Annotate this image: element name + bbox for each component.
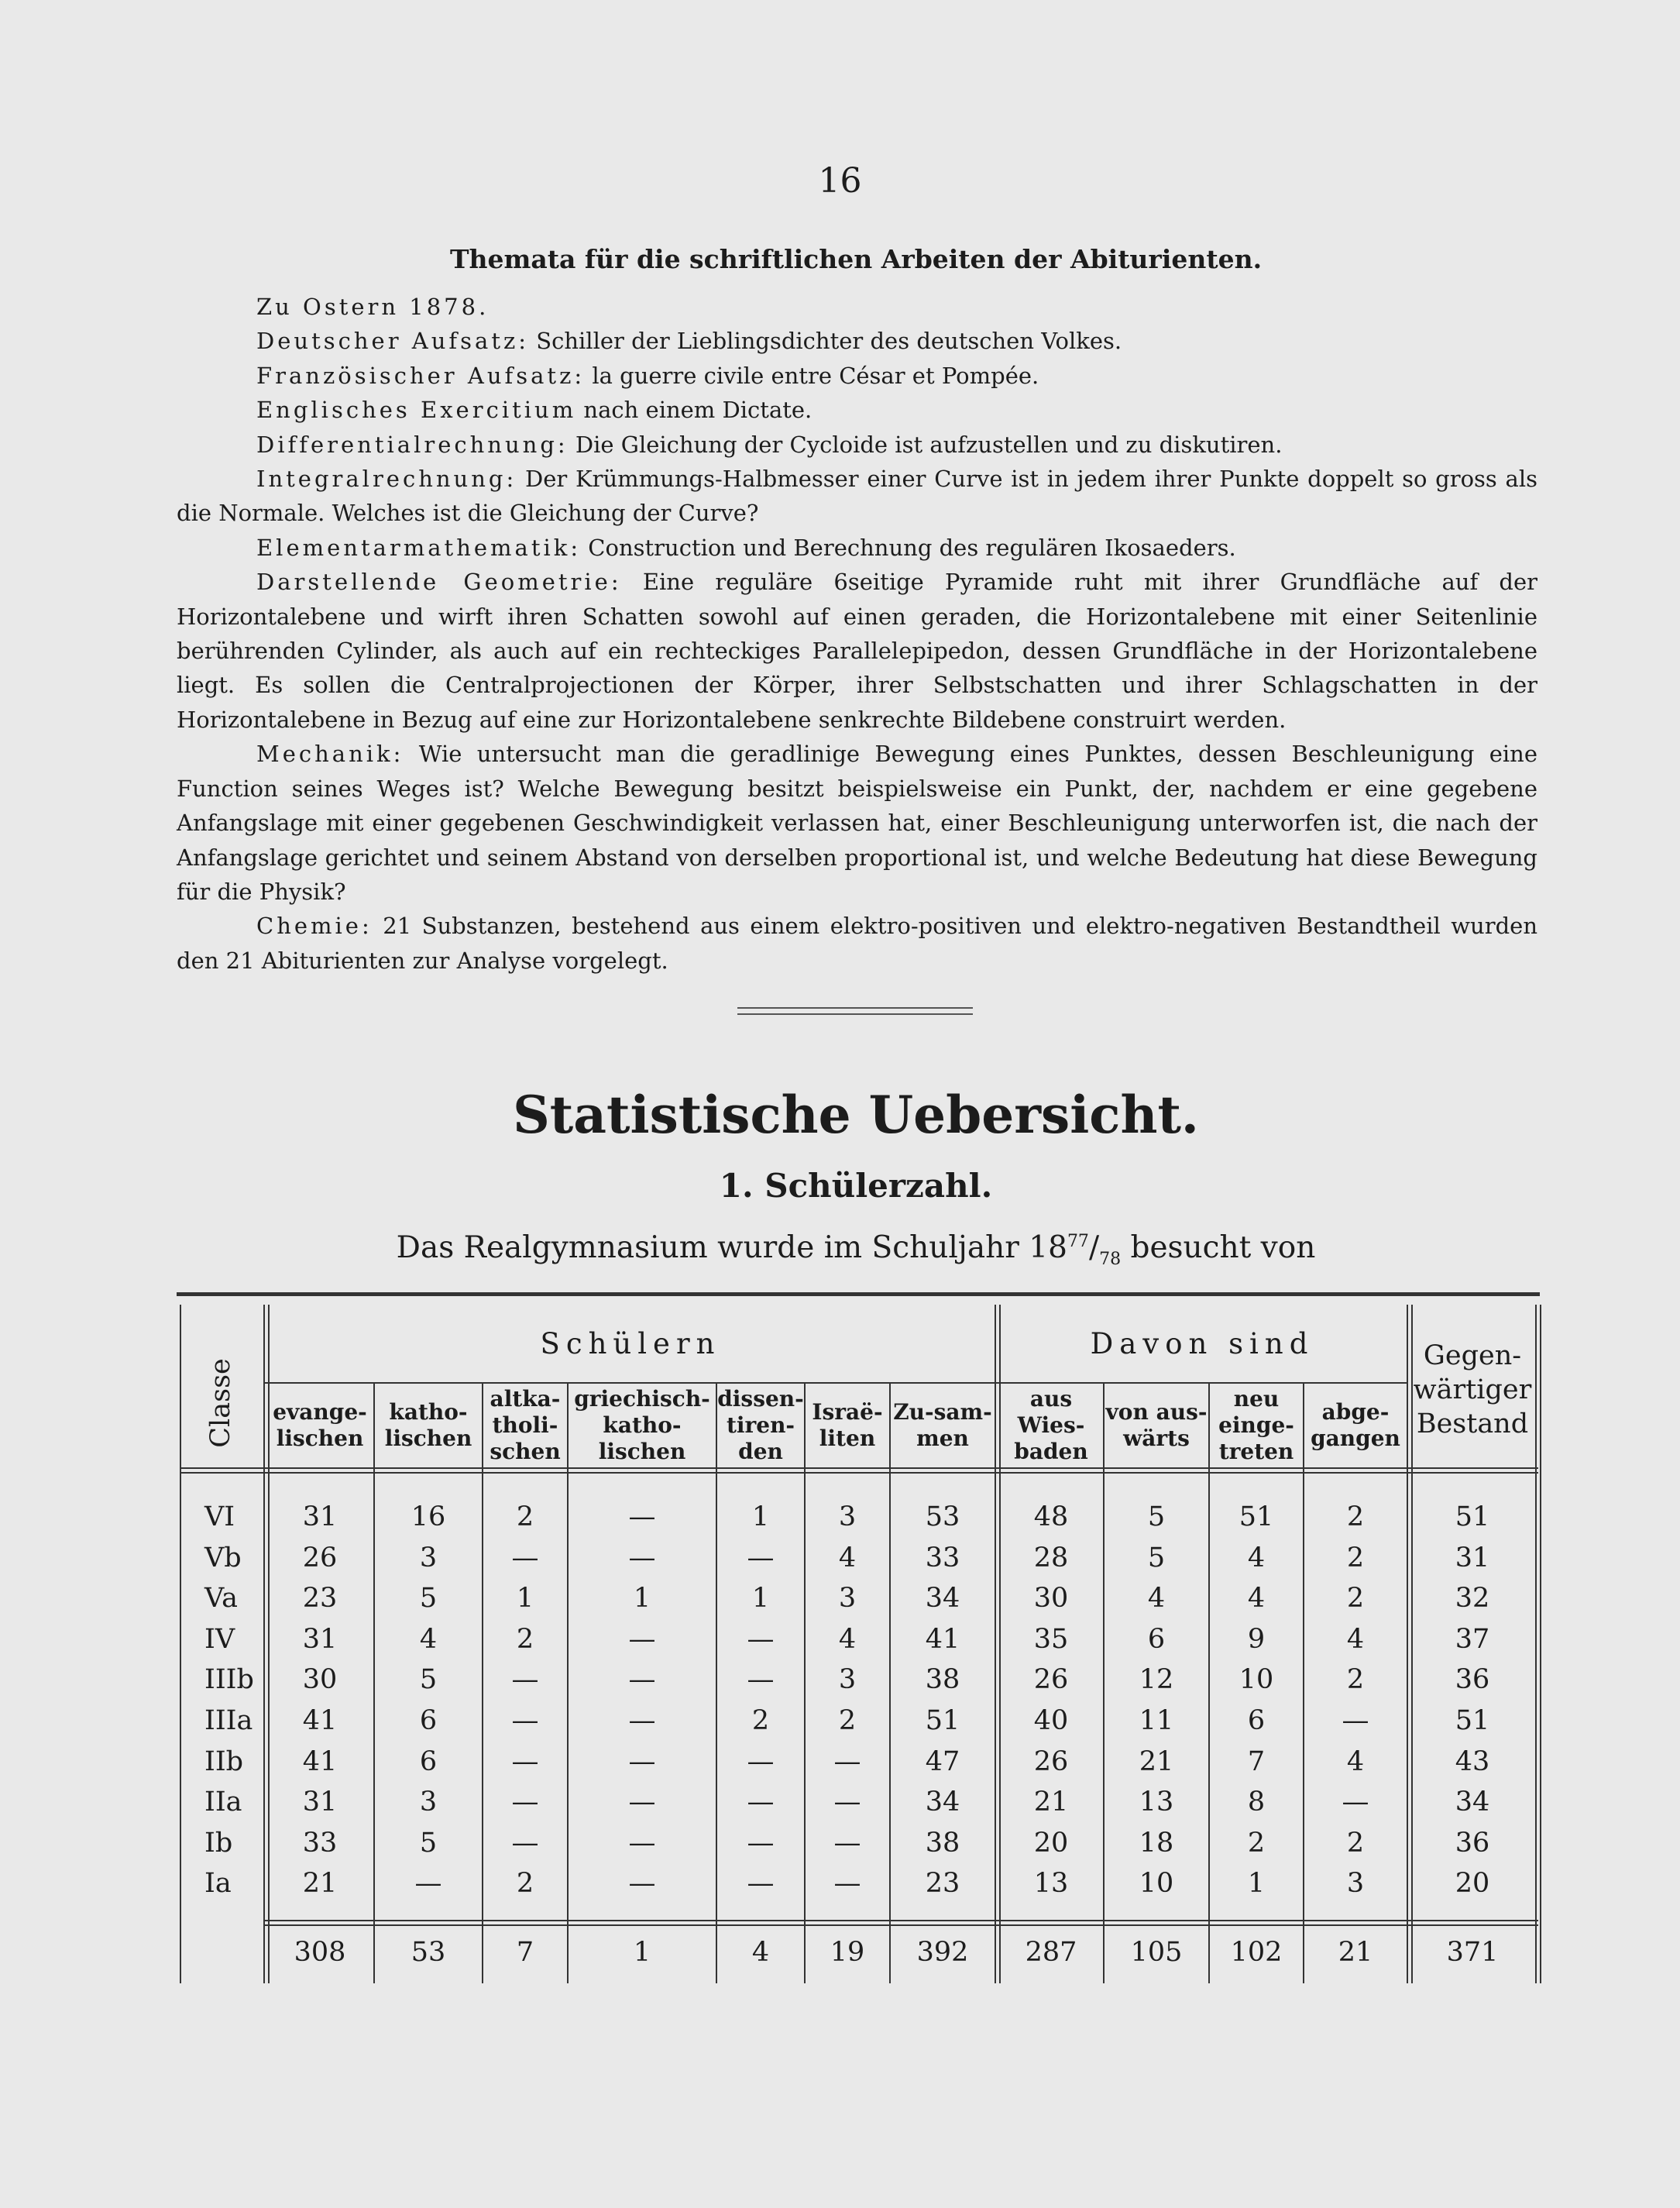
- topic-mechanics: Mechanik: Wie untersucht man die geradlinige Bewegung eines Punktes, dessen Beschleunigung eine Function seines Weges ist? Welche Bewegung besitzt beispielsweise ein Punkt, der, nachdem er eine gegebene Anfangslage mit einer gegebenen Geschwindigkeit verlassen hat, einer Beschleunigung unterworfen ist, die nach der Anfangslage gerichtet und seinem Abstand von derselben proportional ist, und welche Bedeutung hat diese Bewegung für die Physik?: [177, 741, 1537, 905]
- topic-descriptive-geometry: Darstellende Geometrie: Eine reguläre 6seitige Pyramide ruht mit ihrer Grundfläche auf der Horizontalebene und wirft ihren Schatten sowohl auf einen geraden, die Horizontalebene mit einer Seitenlinie berührenden Cylinder, als auch auf ein rechteckiges Parallelepipedon, dessen Grundfläche in der Horizontalebene liegt. Es sollen die Centralprojectionen der Körper, ihrer Selbstschatten und ihrer Schlagschatten in der Horizontalebene in Bezug auf eine zur Horizontalebene senkrechte Bildebene construirt werden.: [177, 569, 1537, 733]
- cell-israeliten: —: [833, 1787, 861, 1818]
- cell-von-auswaerts: 12: [1139, 1664, 1174, 1696]
- row-classe-label: VI: [204, 1501, 235, 1532]
- col-header-aus-wiesbaden: aus Wies-baden: [1014, 1386, 1088, 1464]
- cell-dissentirend: 2: [751, 1705, 770, 1736]
- cell-israeliten: 4: [838, 1542, 857, 1573]
- topic-chemistry: Chemie: 21 Substanzen, bestehend aus einem elektro-positiven und elektro-negativen Bestandtheil wurden den 21 Abiturienten zur Analyse vorgelegt.: [177, 913, 1537, 974]
- table-row: [180, 1497, 1538, 1537]
- davon-group-header: Davon sind: [1090, 1326, 1314, 1360]
- cell-neu-eingetreten: 7: [1247, 1745, 1266, 1777]
- cell-abgegangen: 2: [1346, 1542, 1365, 1573]
- cell-dissentirend: —: [747, 1542, 775, 1573]
- cell-bestand: 51: [1455, 1501, 1490, 1532]
- schuelern-group-header: Schülern: [540, 1326, 721, 1360]
- cell-israeliten: 2: [838, 1705, 857, 1736]
- cell-bestand: 20: [1455, 1868, 1490, 1900]
- col-header-israeliten: Israë-liten: [812, 1399, 883, 1451]
- col-header-evangelisch: evange-lischen: [273, 1399, 367, 1451]
- topic-french: Französischer Aufsatz: la guerre civile entre César et Pompée.: [256, 362, 1039, 389]
- cell-katholisch: 5: [419, 1664, 438, 1696]
- cell-neu-eingetreten: 1: [1247, 1868, 1266, 1900]
- cell-abgegangen: 2: [1346, 1827, 1365, 1859]
- col-header-altkatholisch: altka-tholi-schen: [490, 1386, 561, 1464]
- table-row: [180, 1823, 1538, 1863]
- cell-zusammen: 41: [925, 1623, 960, 1655]
- cell-zusammen: 47: [925, 1745, 960, 1777]
- cell-bestand: 31: [1455, 1542, 1490, 1573]
- cell-evangelisch: 30: [302, 1664, 338, 1696]
- total-altkatholisch: 7: [516, 1937, 534, 1968]
- cell-katholisch: 6: [419, 1745, 438, 1777]
- cell-altkatholisch: —: [511, 1745, 539, 1777]
- cell-griechisch-katholisch: —: [628, 1868, 656, 1900]
- cell-aus-wiesbaden: 35: [1033, 1623, 1069, 1655]
- cell-aus-wiesbaden: 28: [1033, 1542, 1069, 1573]
- row-classe-label: IIa: [204, 1787, 242, 1818]
- total-neu-eingetreten: 102: [1230, 1937, 1283, 1968]
- cell-aus-wiesbaden: 26: [1033, 1745, 1069, 1777]
- col-header-neu-eingetreten: neu einge-treten: [1218, 1386, 1294, 1464]
- cell-neu-eingetreten: 6: [1247, 1705, 1266, 1736]
- topic-integral: Integralrechnung: Der Krümmungs-Halbmesser einer Curve ist in jedem ihrer Punkte doppelt so gross als die Normale. Welches ist die Gleichung der Curve?: [177, 466, 1537, 527]
- table-hline: [265, 1920, 1538, 1926]
- cell-dissentirend: 1: [751, 1501, 770, 1532]
- cell-israeliten: 3: [838, 1583, 857, 1615]
- cell-griechisch-katholisch: —: [628, 1542, 656, 1573]
- col-header-dissentirend: dissen-tiren-den: [717, 1386, 804, 1464]
- cell-bestand: 36: [1455, 1827, 1490, 1859]
- topic-differential: Differentialrechnung: Die Gleichung der Cycloide ist aufzustellen und zu diskutiren.: [256, 431, 1283, 458]
- col-header-von-auswaerts: von aus-wärts: [1105, 1399, 1208, 1451]
- cell-von-auswaerts: 5: [1147, 1501, 1166, 1532]
- row-classe-label: Ib: [204, 1827, 233, 1859]
- row-classe-label: Ia: [204, 1868, 232, 1900]
- cell-evangelisch: 26: [302, 1542, 338, 1573]
- totals-row: [180, 1932, 1538, 1972]
- cell-bestand: 34: [1455, 1787, 1490, 1818]
- cell-abgegangen: —: [1342, 1705, 1369, 1736]
- total-evangelisch: 308: [294, 1937, 346, 1968]
- cell-katholisch: 3: [419, 1542, 438, 1573]
- cell-von-auswaerts: 11: [1139, 1705, 1174, 1736]
- cell-israeliten: 3: [838, 1664, 857, 1696]
- total-dissentirend: 4: [751, 1937, 770, 1968]
- cell-von-auswaerts: 13: [1139, 1787, 1174, 1818]
- cell-von-auswaerts: 10: [1139, 1868, 1174, 1900]
- total-katholisch: 53: [411, 1937, 446, 1968]
- cell-griechisch-katholisch: —: [628, 1745, 656, 1777]
- cell-bestand: 36: [1455, 1664, 1490, 1696]
- cell-bestand: 43: [1455, 1745, 1490, 1777]
- cell-neu-eingetreten: 10: [1239, 1664, 1274, 1696]
- table-row: [180, 1863, 1538, 1904]
- total-bestand: 371: [1446, 1937, 1499, 1968]
- cell-evangelisch: 41: [302, 1705, 338, 1736]
- cell-dissentirend: —: [747, 1664, 775, 1696]
- statistics-heading: Statistische Uebersicht.: [513, 1085, 1199, 1145]
- topics-heading: Themata für die schriftlichen Arbeiten der Abiturienten.: [449, 244, 1263, 274]
- cell-von-auswaerts: 18: [1139, 1827, 1174, 1859]
- cell-evangelisch: 21: [302, 1868, 338, 1900]
- cell-evangelisch: 41: [302, 1745, 338, 1777]
- row-classe-label: IIIa: [204, 1705, 253, 1736]
- table-row: [180, 1538, 1538, 1578]
- total-aus-wiesbaden: 287: [1025, 1937, 1077, 1968]
- cell-evangelisch: 31: [302, 1501, 338, 1532]
- cell-griechisch-katholisch: —: [628, 1827, 656, 1859]
- cell-neu-eingetreten: 8: [1247, 1787, 1266, 1818]
- cell-altkatholisch: —: [511, 1705, 539, 1736]
- cell-griechisch-katholisch: 1: [633, 1583, 651, 1615]
- cell-neu-eingetreten: 2: [1247, 1827, 1266, 1859]
- cell-aus-wiesbaden: 40: [1033, 1705, 1069, 1736]
- col-header-abgegangen: abge-gangen: [1311, 1399, 1400, 1451]
- cell-aus-wiesbaden: 30: [1033, 1583, 1069, 1615]
- cell-zusammen: 53: [925, 1501, 960, 1532]
- table-row: [180, 1578, 1538, 1618]
- total-von-auswaerts: 105: [1130, 1937, 1183, 1968]
- cell-abgegangen: 2: [1346, 1664, 1365, 1696]
- table-row: [180, 1782, 1538, 1822]
- cell-neu-eingetreten: 4: [1247, 1542, 1266, 1573]
- cell-katholisch: 5: [419, 1827, 438, 1859]
- cell-neu-eingetreten: 4: [1247, 1583, 1266, 1615]
- cell-evangelisch: 31: [302, 1787, 338, 1818]
- cell-von-auswaerts: 4: [1147, 1583, 1166, 1615]
- cell-abgegangen: 4: [1346, 1745, 1365, 1777]
- cell-griechisch-katholisch: —: [628, 1787, 656, 1818]
- cell-altkatholisch: —: [511, 1787, 539, 1818]
- cell-dissentirend: 1: [751, 1583, 770, 1615]
- cell-griechisch-katholisch: —: [628, 1623, 656, 1655]
- cell-griechisch-katholisch: —: [628, 1664, 656, 1696]
- cell-griechisch-katholisch: —: [628, 1501, 656, 1532]
- cell-katholisch: —: [414, 1868, 442, 1900]
- cell-katholisch: 3: [419, 1787, 438, 1818]
- cell-altkatholisch: 2: [516, 1501, 534, 1532]
- cell-bestand: 51: [1455, 1705, 1490, 1736]
- cell-zusammen: 38: [925, 1827, 960, 1859]
- col-header-katholisch: katho-lischen: [384, 1399, 472, 1451]
- cell-dissentirend: —: [747, 1623, 775, 1655]
- cell-evangelisch: 31: [302, 1623, 338, 1655]
- cell-altkatholisch: 2: [516, 1623, 534, 1655]
- cell-abgegangen: 2: [1346, 1583, 1365, 1615]
- statistics-subheading: 1. Schülerzahl.: [719, 1167, 993, 1205]
- topic-german: Deutscher Aufsatz: Schiller der Lieblingsdichter des deutschen Volkes.: [256, 328, 1122, 355]
- cell-katholisch: 6: [419, 1705, 438, 1736]
- cell-abgegangen: 4: [1346, 1623, 1365, 1655]
- cell-zusammen: 38: [925, 1664, 960, 1696]
- cell-zusammen: 33: [925, 1542, 960, 1573]
- cell-neu-eingetreten: 9: [1247, 1623, 1266, 1655]
- row-classe-label: Vb: [204, 1542, 242, 1573]
- table-top-rule: [177, 1292, 1540, 1296]
- statistics-intro: Das Realgymnasium wurde im Schuljahr $18^{77}/_{78}$ besucht von: [396, 1230, 1316, 1269]
- cell-von-auswaerts: 21: [1139, 1745, 1174, 1777]
- page-number: 16: [818, 161, 862, 201]
- cell-aus-wiesbaden: 21: [1033, 1787, 1069, 1818]
- table-row: [180, 1619, 1538, 1659]
- cell-katholisch: 5: [419, 1583, 438, 1615]
- cell-zusammen: 51: [925, 1705, 960, 1736]
- table-hline: [180, 1467, 1538, 1474]
- cell-altkatholisch: —: [511, 1827, 539, 1859]
- exam-date: Zu Ostern 1878.: [256, 294, 490, 320]
- total-zusammen: 392: [916, 1937, 969, 1968]
- bestand-header: Gegen-wärtiger Bestand: [1413, 1340, 1532, 1439]
- cell-bestand: 37: [1455, 1623, 1490, 1655]
- col-header-zusammen: Zu-sam-men: [893, 1399, 992, 1451]
- cell-dissentirend: —: [747, 1745, 775, 1777]
- table-row: [180, 1742, 1538, 1782]
- section-divider: [737, 1007, 973, 1015]
- cell-israeliten: 4: [838, 1623, 857, 1655]
- classe-header: Classe: [205, 1358, 236, 1448]
- cell-neu-eingetreten: 51: [1239, 1501, 1274, 1532]
- cell-katholisch: 16: [411, 1501, 446, 1532]
- table-row: [180, 1659, 1538, 1700]
- cell-aus-wiesbaden: 26: [1033, 1664, 1069, 1696]
- col-header-griechisch-katholisch: griechisch-katho-lischen: [574, 1386, 710, 1464]
- cell-griechisch-katholisch: —: [628, 1705, 656, 1736]
- cell-abgegangen: 2: [1346, 1501, 1365, 1532]
- cell-dissentirend: —: [747, 1787, 775, 1818]
- topic-elementary-math: Elementarmathematik: Construction und Berechnung des regulären Ikosaeders.: [256, 534, 1236, 561]
- cell-altkatholisch: 2: [516, 1868, 534, 1900]
- cell-altkatholisch: —: [511, 1664, 539, 1696]
- cell-von-auswaerts: 6: [1147, 1623, 1166, 1655]
- row-classe-label: IV: [204, 1623, 235, 1655]
- cell-israeliten: —: [833, 1868, 861, 1900]
- topic-english: Englisches Exercitium nach einem Dictate.: [256, 397, 813, 424]
- pupil-count-table: [180, 1305, 1538, 1983]
- cell-altkatholisch: 1: [516, 1583, 534, 1615]
- cell-aus-wiesbaden: 48: [1033, 1501, 1069, 1532]
- cell-zusammen: 34: [925, 1787, 960, 1818]
- cell-von-auswaerts: 5: [1147, 1542, 1166, 1573]
- cell-dissentirend: —: [747, 1827, 775, 1859]
- cell-zusammen: 23: [925, 1868, 960, 1900]
- cell-israeliten: —: [833, 1745, 861, 1777]
- cell-altkatholisch: —: [511, 1542, 539, 1573]
- table-row: [180, 1701, 1538, 1741]
- topics-body: [177, 290, 1537, 978]
- cell-abgegangen: 3: [1346, 1868, 1365, 1900]
- cell-evangelisch: 23: [302, 1583, 338, 1615]
- cell-israeliten: 3: [838, 1501, 857, 1532]
- cell-aus-wiesbaden: 20: [1033, 1827, 1069, 1859]
- cell-katholisch: 4: [419, 1623, 438, 1655]
- cell-abgegangen: —: [1342, 1787, 1369, 1818]
- cell-evangelisch: 33: [302, 1827, 338, 1859]
- cell-aus-wiesbaden: 13: [1033, 1868, 1069, 1900]
- row-classe-label: Va: [204, 1583, 238, 1615]
- cell-israeliten: —: [833, 1827, 861, 1859]
- total-israeliten: 19: [830, 1937, 865, 1968]
- cell-zusammen: 34: [925, 1583, 960, 1615]
- cell-bestand: 32: [1455, 1583, 1490, 1615]
- row-classe-label: IIb: [204, 1745, 244, 1777]
- row-classe-label: IIIb: [204, 1664, 254, 1696]
- total-griechisch-katholisch: 1: [633, 1937, 651, 1968]
- cell-dissentirend: —: [747, 1868, 775, 1900]
- total-abgegangen: 21: [1338, 1937, 1373, 1968]
